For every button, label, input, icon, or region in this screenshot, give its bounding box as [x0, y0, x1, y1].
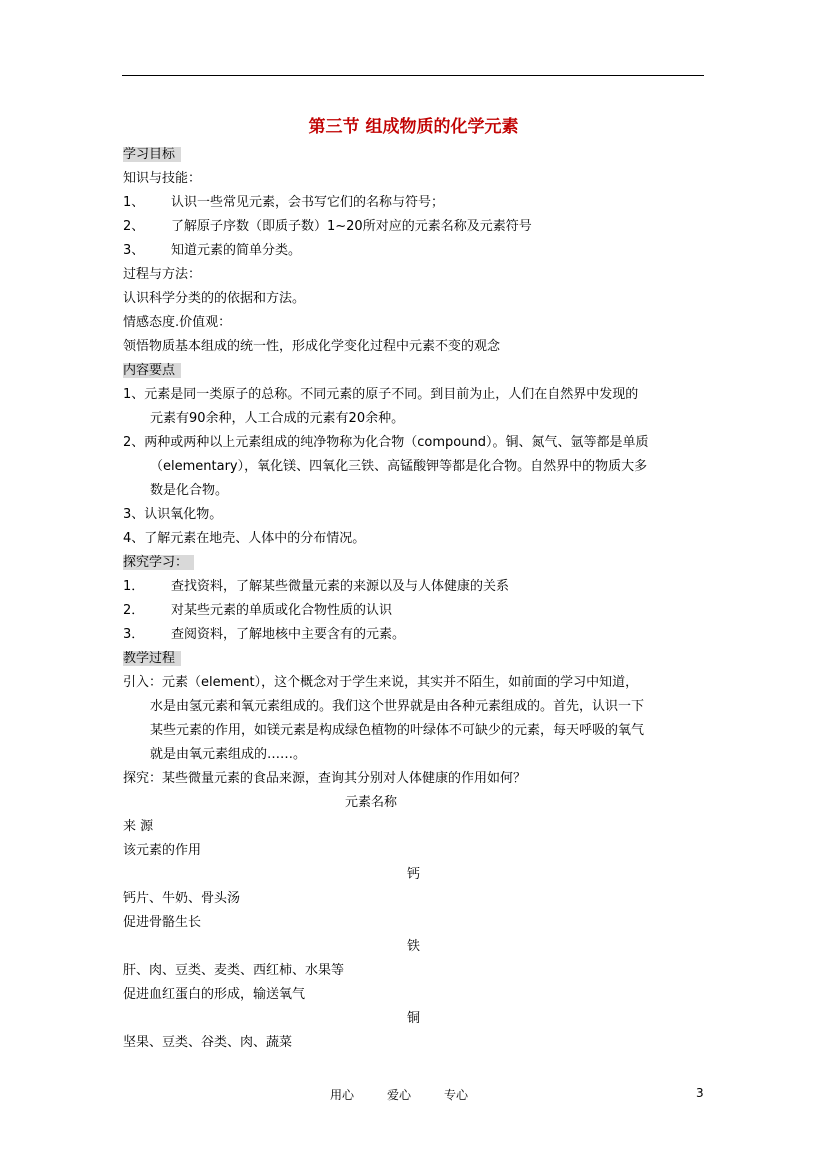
point-4: 4、了解元素在地壳、人体中的分布情况。 — [123, 531, 366, 546]
table-row-element: 铁 — [407, 939, 421, 954]
footer-text: 专心 — [444, 1088, 469, 1102]
footer-text: 爱心 — [387, 1088, 412, 1102]
table-row-source: 坚果、豆类、谷类、肉、蔬菜 — [123, 1035, 293, 1050]
point-1: 1、元素是同一类原子的总称。不同元素的原子不同。到目前为止，人们在自然界中发现的 — [123, 387, 639, 402]
intro-text: 引入：元素（element），这个概念对于学生来说，其实并不陌生，如前面的学习中知道， — [123, 675, 639, 690]
point-3: 3、认识氧化物。 — [123, 507, 223, 522]
goals-heading: 学习目标 — [123, 145, 181, 165]
attitude-text: 领悟物质基本组成的统一性，形成化学变化过程中元素不变的观念 — [123, 339, 501, 354]
intro-text-cont: 水是由氢元素和氧元素组成的。我们这个世界就是由各种元素组成的。首先，认识一下 — [150, 699, 645, 714]
process-heading: 过程与方法： — [123, 267, 202, 282]
teaching-heading: 教学过程 — [123, 649, 181, 669]
footer-text: 用心 — [330, 1088, 355, 1102]
table-row-source: 钙片、牛奶、骨头汤 — [123, 891, 241, 906]
point-1-cont: 元素有90余种，人工合成的元素有20余种。 — [150, 411, 405, 426]
knowledge-item: 1、 认识一些常见元素，会书写它们的名称与符号； — [123, 195, 445, 210]
knowledge-item: 2、 了解原子序数（即质子数）1~20所对应的元素名称及元素符号 — [123, 219, 532, 234]
intro-text-cont: 某些元素的作用，如镁元素是构成绿色植物的叶绿体不可缺少的元素，每天呼吸的氧气 — [150, 723, 645, 738]
point-2-cont: 数是化合物。 — [150, 483, 229, 498]
knowledge-heading: 知识与技能： — [123, 171, 202, 186]
knowledge-item: 3、 知道元素的简单分类。 — [123, 243, 302, 258]
table-row-element: 钙 — [407, 867, 421, 882]
inquiry-text: 探究：某些微量元素的食品来源，查询其分别对人体健康的作用如何？ — [123, 771, 527, 786]
explore-heading: 探究学习： — [123, 553, 194, 573]
process-text: 认识科学分类的的依据和方法。 — [123, 291, 306, 306]
table-row-element: 铜 — [407, 1011, 421, 1026]
attitude-heading: 情感态度.价值观： — [123, 315, 232, 330]
table-col-effect: 该元素的作用 — [123, 843, 202, 858]
table-row-effect: 促进血红蛋白的形成，输送氧气 — [123, 987, 306, 1002]
table-row-effect: 促进骨骼生长 — [123, 915, 202, 930]
header-rule — [122, 75, 704, 76]
point-2: 2、两种或两种以上元素组成的纯净物称为化合物（compound）。铜、氮气、氩等都是单质 — [123, 435, 649, 450]
table-col-name: 元素名称 — [345, 795, 398, 810]
point-2-cont: （elementary），氧化镁、四氧化三铁、高锰酸钾等都是化合物。自然界中的物质大多 — [150, 459, 648, 474]
explore-item: 3． 查阅资料，了解地核中主要含有的元素。 — [123, 627, 406, 642]
page-number: 3 — [696, 1086, 704, 1100]
table-row-source: 肝、肉、豆类、麦类、西红柿、水果等 — [123, 963, 345, 978]
table-col-source: 来 源 — [123, 819, 154, 834]
explore-item: 2． 对某些元素的单质或化合物性质的认识 — [123, 603, 393, 618]
points-heading: 内容要点 — [123, 361, 181, 381]
intro-text-cont: 就是由氧元素组成的……。 — [150, 747, 307, 762]
explore-item: 1． 查找资料，了解某些微量元素的来源以及与人体健康的关系 — [123, 579, 510, 594]
page-title: 第三节 组成物质的化学元素 — [308, 117, 519, 137]
